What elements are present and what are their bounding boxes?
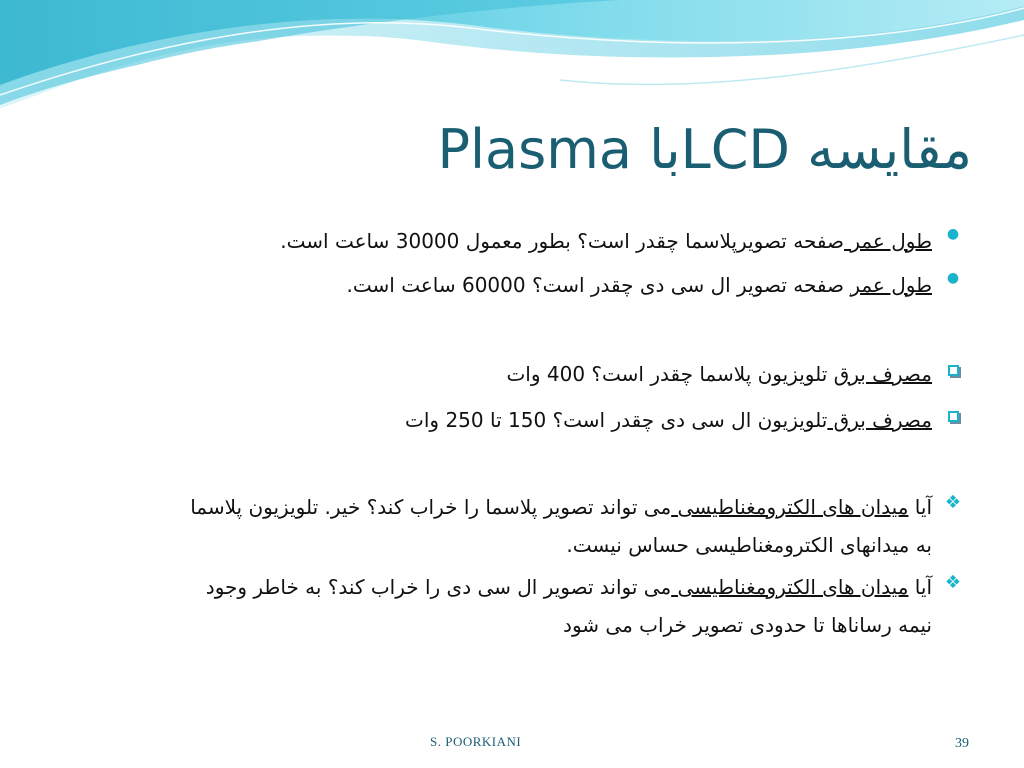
bullet-rest-text: تلویزیون پلاسما چقدر است؟ 400 وات xyxy=(506,362,834,386)
bullet-rest-text: صفحه تصویرپلاسما چقدر است؟ بطور معمول 30000 ساعت است. xyxy=(280,229,844,253)
bullet-underlined-term: طول عمر xyxy=(850,273,932,297)
bullet-text xyxy=(60,568,932,644)
bullet-underlined-term: مصرف برق xyxy=(827,408,932,432)
slide-title: مقایسه LCDبا Plasma xyxy=(437,118,972,181)
bullet-prefix: آیا xyxy=(908,495,932,519)
bullet-underlined-term: مصرف برق xyxy=(833,362,932,386)
bullet-second-line: به میدانهای الکترومغناطیسی حساس نیست. xyxy=(566,533,932,557)
bullet-text xyxy=(280,222,932,260)
bullet-dot-icon: ● xyxy=(946,226,960,242)
bullet-underlined-term: میدان های الکترومغناطیسی xyxy=(671,495,909,519)
checkbox-square-icon xyxy=(942,361,964,380)
bullet-prefix: آیا xyxy=(908,575,932,599)
bullet-rest-text: صفحه تصویر ال سی دی چقدر است؟ 60000 ساعت است. xyxy=(346,273,851,297)
checkbox-square-icon xyxy=(942,407,964,426)
bullet-rest-text: می تواند تصویر ال سی دی را خراب کند؟ به خاطر وجود xyxy=(205,575,672,599)
bullet-rest-text: می تواند تصویر پلاسما را خراب کند؟ خیر. تلویزیون پلاسما xyxy=(190,495,672,519)
bullet-text xyxy=(506,355,932,393)
bullet-dot-icon: ● xyxy=(946,270,960,286)
diamond-bullet-icon: ❖ xyxy=(944,572,962,593)
bullet-text xyxy=(60,488,932,564)
bullet-rest-text: تلویزیون ال سی دی چقدر است؟ 150 تا 250 وات xyxy=(405,408,828,432)
header-wave-decoration xyxy=(0,0,1024,130)
footer-author: S. POORKIANI xyxy=(430,734,522,749)
diamond-bullet-icon: ❖ xyxy=(944,492,962,513)
bullet-underlined-term: طول عمر xyxy=(843,229,932,253)
bullet-second-line: نیمه رساناها تا حدودی تصویر خراب می شود xyxy=(563,613,932,637)
bullet-underlined-term: میدان های الکترومغناطیسی xyxy=(671,575,909,599)
page-number: 39 xyxy=(955,736,969,751)
bullet-text xyxy=(347,266,932,304)
bullet-text xyxy=(405,401,932,439)
